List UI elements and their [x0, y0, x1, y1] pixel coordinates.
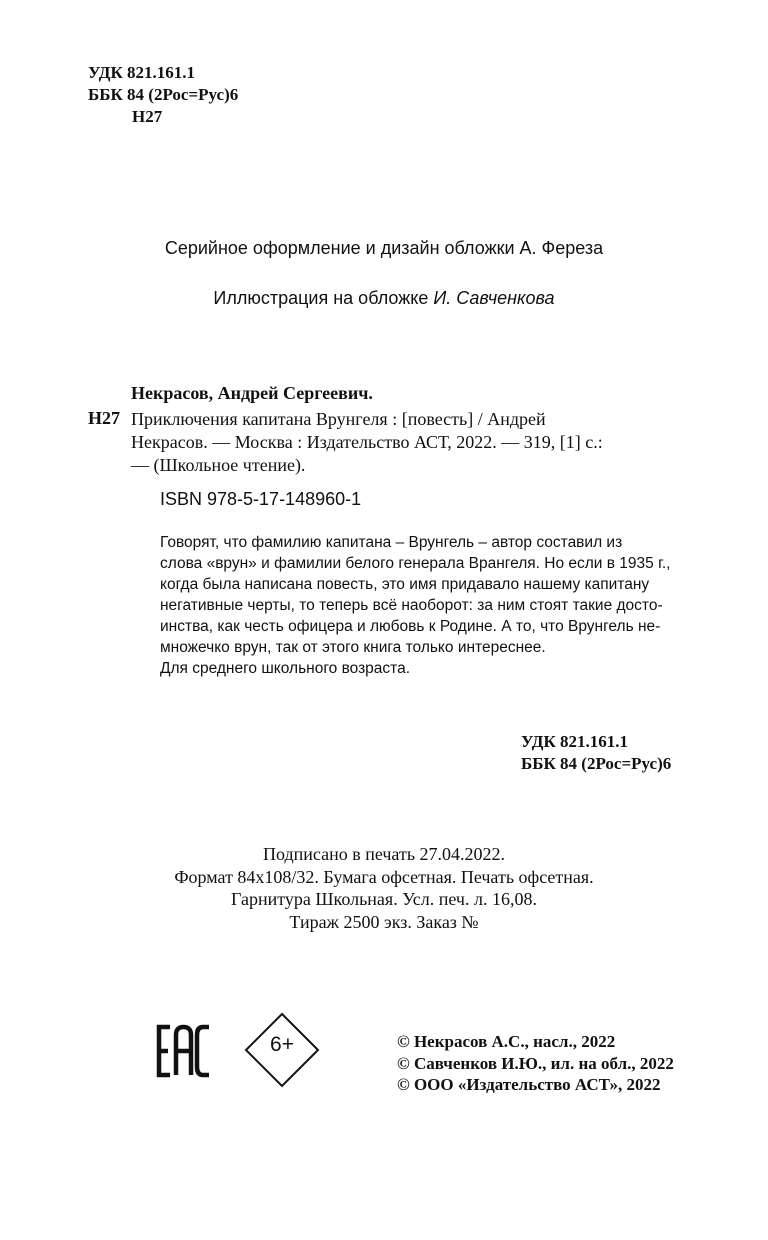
bbk-code: ББК 84 (2Рос=Рус)6 [521, 754, 672, 773]
bibliographic-line: — (Школьное чтение). [131, 455, 306, 475]
copyright-line: © Некрасов А.С., насл., 2022 [397, 1032, 616, 1051]
illustration-credit [0, 288, 768, 309]
imprint-line: Формат 84х108/32. Бумага офсетная. Печать офсетная. [174, 866, 594, 887]
annotation-line: инства, как честь офицера и любовь к Родине. А то, что Врунгель не- [160, 618, 661, 635]
illustration-credit-author: И. Савченкова [433, 288, 555, 308]
bibliographic-author-mark: Н27 [88, 408, 121, 428]
series-design-credit: Серийное оформление и дизайн обложки А. Фереза [164, 238, 604, 258]
copyright-block [397, 1031, 674, 1096]
isbn: ISBN 978-5-17-148960-1 [160, 489, 362, 509]
copyright-line: © ООО «Издательство АСТ», 2022 [397, 1075, 661, 1094]
annotation-line: когда была написана повесть, это имя придавало нашему капитану [160, 576, 650, 593]
annotation-line: множечко врун, так от этого книга только интереснее. [160, 639, 546, 656]
classification-block-top [88, 62, 238, 128]
bibliographic-line: Приключения капитана Врунгеля : [повесть] / Андрей [131, 409, 546, 429]
udk-code: УДК 821.161.1 [88, 63, 196, 82]
bibliographic-line: Некрасов. — Москва : Издательство АСТ, 2022. — 319, [1] с.: [131, 432, 603, 452]
print-imprint [0, 843, 768, 933]
udk-code: УДК 821.161.1 [521, 732, 629, 751]
bbk-code: ББК 84 (2Рос=Рус)6 [88, 85, 239, 104]
classification-block-bottom [521, 731, 671, 775]
eac-logo-icon [155, 1023, 213, 1079]
illustration-credit-label: Иллюстрация на обложке [213, 288, 434, 308]
annotation-line: слова «врун» и фамилии белого генерала Врангеля. Но если в 1935 г., [160, 555, 671, 572]
author-mark: Н27 [132, 107, 163, 126]
bibliographic-author: Некрасов, Андрей Сергеевич. [131, 383, 373, 403]
imprint-line: Тираж 2500 экз. Заказ № [289, 911, 479, 932]
annotation [160, 532, 670, 679]
bibliographic-description [131, 408, 691, 477]
imprint-line: Гарнитура Школьная. Усл. печ. л. 16,08. [231, 889, 537, 909]
annotation-line: Говорят, что фамилию капитана – Врунгель – автор составил из [160, 534, 623, 551]
annotation-line: негативные черты, то теперь всё наоборот: за ним стоят такие досто- [160, 597, 663, 614]
imprint-line: Подписано в печать 27.04.2022. [262, 844, 506, 864]
age-rating-label: 6+ [270, 1033, 294, 1056]
audience-note: Для среднего школьного возраста. [160, 660, 411, 677]
copyright-line: © Савченков И.Ю., ил. на обл., 2022 [397, 1053, 674, 1073]
